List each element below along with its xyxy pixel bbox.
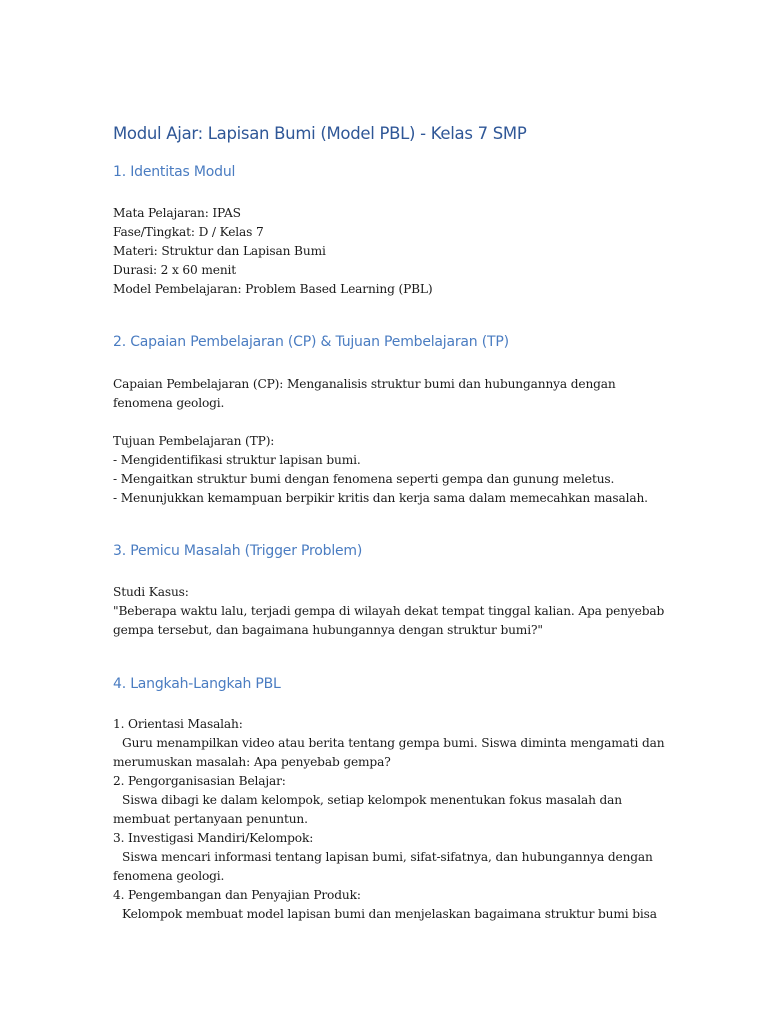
step-detail: Kelompok membuat model lapisan bumi dan menjelaskan bagaimana struktur bumi bisa bbox=[122, 907, 657, 921]
tp-list bbox=[113, 432, 658, 508]
trigger-line: "Beberapa waktu lalu, terjadi gempa di wilayah dekat tempat tinggal kalian. Apa penyebab bbox=[113, 604, 665, 618]
trigger-problem bbox=[113, 583, 665, 640]
trigger-line: gempa tersebut, dan bagaimana hubungannya dengan struktur bumi?" bbox=[113, 623, 543, 637]
step-title: 4. Pengembangan dan Penyajian Produk: bbox=[113, 888, 361, 902]
step-title: 3. Investigasi Mandiri/Kelompok: bbox=[113, 831, 314, 845]
identitas-line: Fase/Tingkat: D / Kelas 7 bbox=[113, 225, 264, 239]
identitas-line: Materi: Struktur dan Lapisan Bumi bbox=[113, 244, 326, 258]
identitas-line: Model Pembelajaran: Problem Based Learning (PBL) bbox=[113, 282, 433, 296]
cp-paragraph bbox=[113, 375, 658, 413]
tp-line: - Menunjukkan kemampuan berpikir kritis dan kerja sama dalam memecahkan masalah. bbox=[113, 491, 648, 505]
section-heading-cp-tp: 2. Capaian Pembelajaran (CP) & Tujuan Pembelajaran (TP) bbox=[113, 334, 509, 350]
identitas-line: Mata Pelajaran: IPAS bbox=[113, 206, 241, 220]
step-detail: Siswa mencari informasi tentang lapisan bumi, sifat-sifatnya, dan hubungannya dengan bbox=[122, 850, 653, 864]
langkah-list bbox=[113, 715, 665, 924]
step-detail: fenomena geologi. bbox=[113, 869, 225, 883]
trigger-line: Studi Kasus: bbox=[113, 585, 189, 599]
identitas-list bbox=[113, 204, 658, 299]
document-title: Modul Ajar: Lapisan Bumi (Model PBL) - Kelas 7 SMP bbox=[113, 124, 527, 143]
step-detail: Siswa dibagi ke dalam kelompok, setiap kelompok menentukan fokus masalah dan bbox=[122, 793, 622, 807]
section-heading-langkah: 4. Langkah-Langkah PBL bbox=[113, 676, 281, 692]
step-detail: merumuskan masalah: Apa penyebab gempa? bbox=[113, 755, 391, 769]
tp-line: - Mengidentifikasi struktur lapisan bumi. bbox=[113, 453, 361, 467]
section-heading-pemicu: 3. Pemicu Masalah (Trigger Problem) bbox=[113, 543, 363, 559]
step-detail: Guru menampilkan video atau berita tentang gempa bumi. Siswa diminta mengamati dan bbox=[122, 736, 665, 750]
step-title: 2. Pengorganisasian Belajar: bbox=[113, 774, 286, 788]
cp-line: Capaian Pembelajaran (CP): Menganalisis struktur bumi dan hubungannya dengan bbox=[113, 377, 616, 391]
section-heading-identitas: 1. Identitas Modul bbox=[113, 164, 236, 180]
cp-line: fenomena geologi. bbox=[113, 396, 225, 410]
identitas-line: Durasi: 2 x 60 menit bbox=[113, 263, 237, 277]
tp-line: - Mengaitkan struktur bumi dengan fenomena seperti gempa dan gunung meletus. bbox=[113, 472, 615, 486]
step-title: 1. Orientasi Masalah: bbox=[113, 717, 243, 731]
tp-line: Tujuan Pembelajaran (TP): bbox=[113, 434, 275, 448]
step-detail: membuat pertanyaan penuntun. bbox=[113, 812, 308, 826]
